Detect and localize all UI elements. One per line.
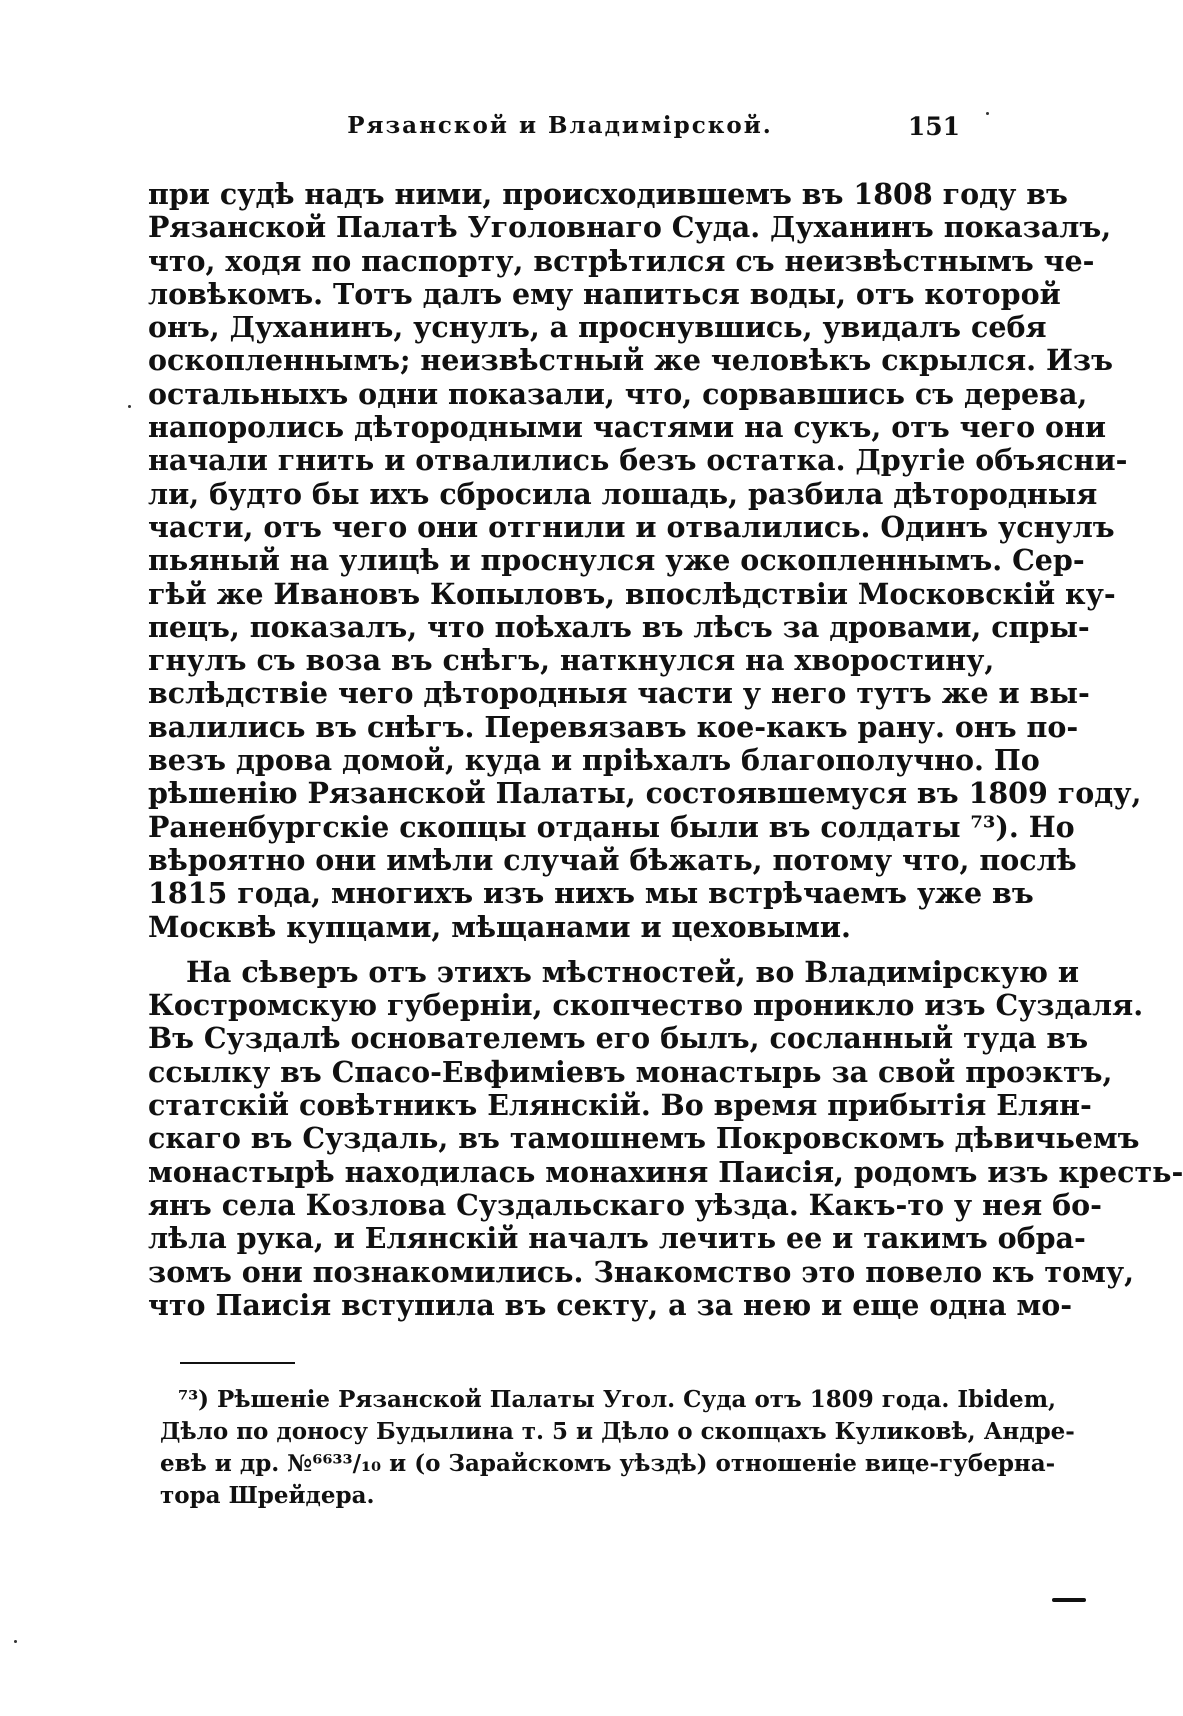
text-line: что, ходя по паспорту, встрѣтился съ неизвѣстнымъ че- — [148, 243, 1095, 278]
text-line: Въ Суздалѣ основателемъ его былъ, сосланный туда въ — [148, 1021, 1089, 1056]
text-line: зомъ они познакомились. Знакомство это повело къ тому, — [148, 1254, 1135, 1289]
margin-dash-mark — [1052, 1598, 1086, 1602]
scan-speck — [986, 112, 989, 115]
text-line: вслѣдствіе чего дѣтородныя части у него тутъ же и вы- — [148, 676, 1090, 711]
text-line: статскій совѣтникъ Елянскій. Во время прибытія Елян- — [148, 1088, 1092, 1123]
text-line: остальныхъ одни показали, что, сорвавшись съ дерева, — [148, 376, 1088, 411]
text-line: пецъ, показалъ, что поѣхалъ въ лѣсъ за дровами, спры- — [148, 609, 1090, 644]
running-title: Рязанской и Владимірской. — [347, 112, 773, 139]
text-line: ли, будто бы ихъ сбросила лошадь, разбила дѣтородныя — [148, 476, 1098, 511]
text-line: ловѣкомъ. Тотъ далъ ему напиться воды, отъ которой — [148, 276, 1061, 311]
footnote-line: Дѣло по доносу Будылина т. 5 и Дѣло о скопцахъ Куликовѣ, Андре- — [160, 1418, 1075, 1445]
text-line: янъ села Козлова Суздальскаго уѣзда. Какъ-то у нея бо- — [148, 1187, 1102, 1222]
text-line: валились въ снѣгъ. Перевязавъ кое-какъ рану. онъ по- — [148, 709, 1079, 744]
text-line: вѣроятно они имѣли случай бѣжать, потому что, послѣ — [148, 842, 1077, 877]
text-line: гѣй же Ивановъ Копыловъ, впослѣдствіи Московскій ку- — [148, 576, 1116, 611]
text-line: части, отъ чего они отгнили и отвалились. Одинъ уснулъ — [148, 509, 1115, 544]
text-line: онъ, Духанинъ, уснулъ, а проснувшись, увидалъ себя — [148, 310, 1047, 345]
scan-speck — [128, 405, 131, 408]
footnote-line: ⁷³) Рѣшеніе Рязанской Палаты Угол. Суда отъ 1809 года. Ibidem, — [178, 1386, 1057, 1413]
text-line: при судѣ надъ ними, происходившемъ въ 1808 году въ — [148, 177, 1068, 211]
text-line: 1815 года, многихъ изъ нихъ мы встрѣчаемъ уже въ — [148, 876, 1034, 911]
text-line: Костромскую губерніи, скопчество проникло изъ Суздаля. — [148, 988, 1144, 1023]
text-line: гнулъ съ воза въ снѣгъ, наткнулся на хворостину, — [148, 643, 995, 678]
footnote — [160, 1384, 1075, 1512]
text-line: монастырѣ находилась монахиня Паисія, родомъ изъ кресть- — [148, 1154, 1183, 1189]
text-line: оскопленнымъ; неизвѣстный же человѣкъ скрылся. Изъ — [148, 343, 1113, 378]
text-line: везъ дрова домой, куда и пріѣхалъ благополучно. По — [148, 743, 1040, 778]
page-number: 151 — [907, 112, 960, 141]
main-text — [148, 177, 1183, 1322]
text-line: пьяный на улицѣ и проснулся уже оскопленнымъ. Сер- — [148, 543, 1085, 578]
text-line: начали гнить и отвалились безъ остатка. Другіе объясни- — [148, 443, 1128, 478]
text-line: На сѣверъ отъ этихъ мѣстностей, во Владимірскую и — [186, 954, 1080, 989]
page-header — [160, 112, 960, 148]
text-line: скаго въ Суздаль, въ тамошнемъ Покровскомъ дѣвичьемъ — [148, 1121, 1140, 1156]
footnote-line: евѣ и др. №⁶⁶³³/₁₀ и (о Зарайскомъ уѣздѣ) отношеніе вице-губерна- — [160, 1450, 1056, 1477]
text-line: Рязанской Палатѣ Уголовнаго Суда. Духанинъ показалъ, — [148, 210, 1112, 245]
text-line: напоролись дѣтородными частями на сукъ, отъ чего они — [148, 410, 1107, 445]
text-line: что Паисія вступила въ секту, а за нею и еще одна мо- — [148, 1287, 1073, 1322]
text-line: лѣла рука, и Елянскій началъ лечить ее и такимъ обра- — [148, 1221, 1086, 1256]
text-line: ссылку въ Спасо-Евфиміевъ монастырь за свой проэктъ, — [148, 1054, 1113, 1089]
text-line: Раненбургскіе скопцы отданы были въ солдаты ⁷³). Но — [148, 809, 1075, 844]
footnote-line: тора Шрейдера. — [160, 1482, 375, 1509]
footnote-rule — [180, 1362, 295, 1364]
scan-speck — [14, 1640, 17, 1643]
text-line: Москвѣ купцами, мѣщанами и цеховыми. — [148, 909, 851, 944]
text-line: рѣшенію Рязанской Палаты, состоявшемуся въ 1809 году, — [148, 776, 1142, 811]
